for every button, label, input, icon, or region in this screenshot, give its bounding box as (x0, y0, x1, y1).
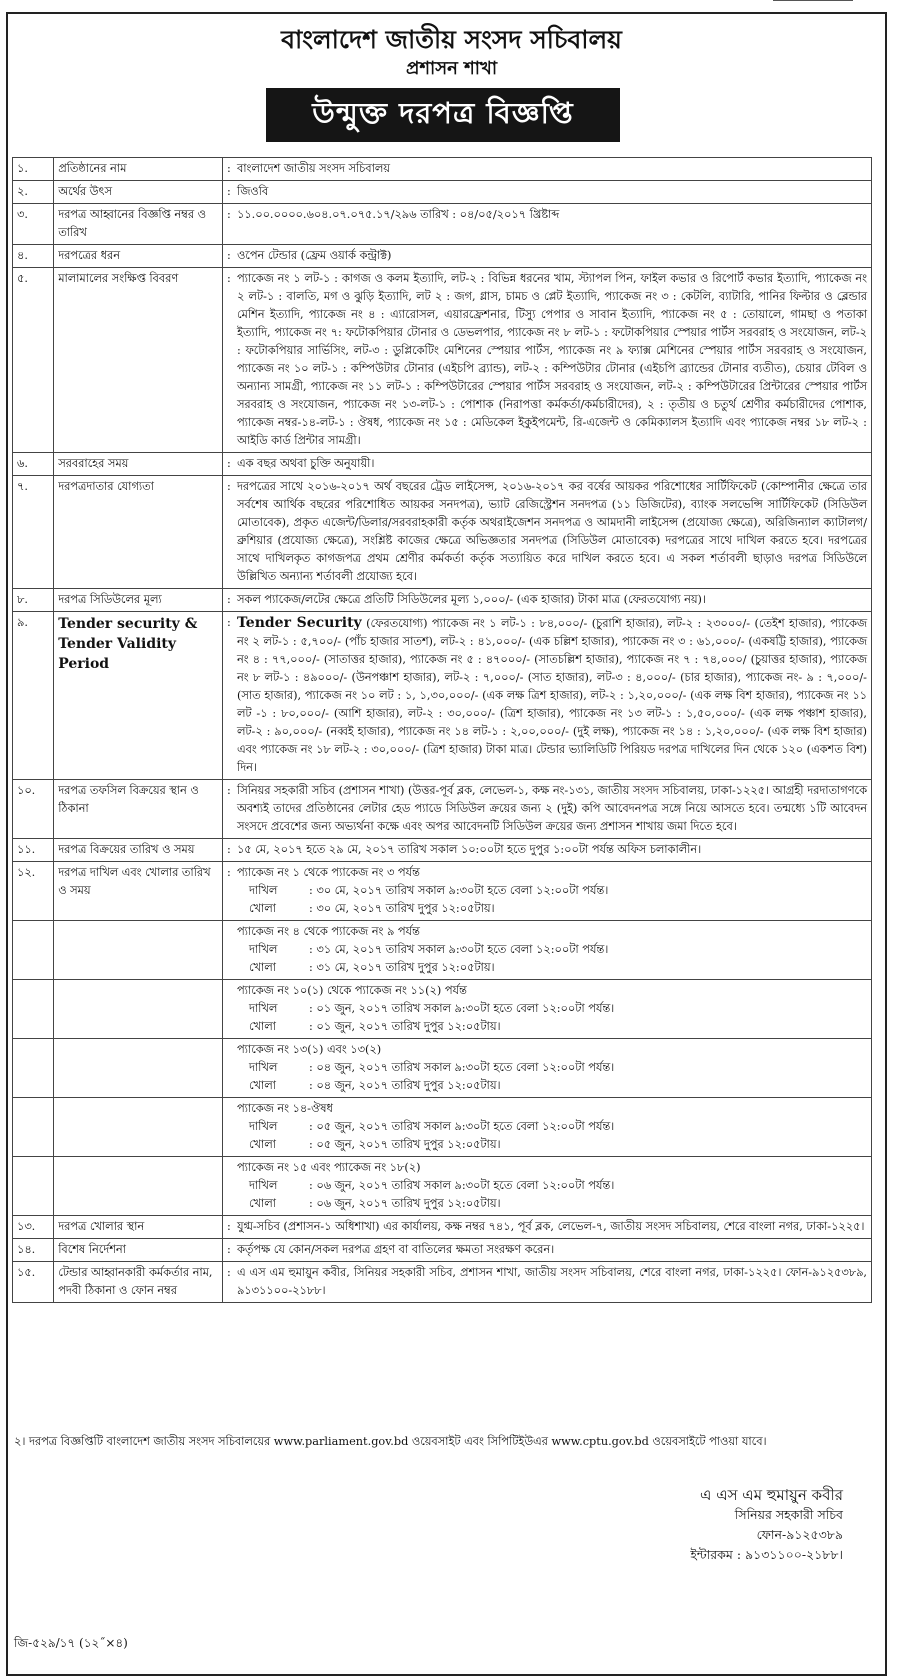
schedule-submit-line (249, 882, 867, 900)
row-number: ১১. (13, 839, 54, 862)
colon-separator: : (226, 162, 231, 175)
table-row (13, 1216, 872, 1239)
row-label (54, 1098, 223, 1157)
top-edge-mark (773, 0, 853, 5)
row-value (222, 476, 871, 589)
colon-separator: : (226, 593, 231, 606)
tender-security-text (237, 614, 867, 777)
row-number: ৫. (13, 268, 54, 453)
schedule-submit-line (249, 1118, 867, 1136)
schedule-group (222, 862, 871, 921)
row-value-text: সকল প্যাকেজ/লটের ক্ষেত্রে প্রতিটি সিডিউলের মূল্য ১,০০০/- (এক হাজার) টাকা মাত্র (ফেরতযোগ্য নয়)। (236, 593, 706, 606)
schedule-open-line (249, 900, 867, 918)
row-number: ৮. (13, 589, 54, 612)
colon-separator: : (226, 843, 231, 856)
row-value-text: যুগ্ম-সচিব (প্রশাসন-১ অধিশাখা) এর কার্যালয়, কক্ষ নম্বর ৭৪১, পূর্ব ব্লক, লেভেল-৭, জাতীয় সংসদ সচিবালয়, শেরে বাংলা নগর, ঢাকা-১২২৫। (236, 1220, 865, 1233)
schedule-open-line (249, 1195, 867, 1213)
row-number: ১৪. (13, 1239, 54, 1262)
table-row (13, 268, 872, 453)
submit-label: দাখিল (248, 1120, 278, 1133)
open-time: : ৩০ মে, ২০১৭ তারিখ দুপুর ১২:০৫টায়। (308, 902, 495, 915)
row-label (54, 921, 223, 980)
row-number (13, 1039, 54, 1098)
row-label: টেন্ডার আহ্বানকারী কর্মকর্তার নাম, পদবী ঠিকানা ও ফোন নম্বর (54, 1262, 223, 1303)
row-label: দরপত্র সিডিউলের মূল্য (54, 589, 223, 612)
row-label: Tender security & Tender Validity Period (54, 612, 223, 780)
schedule-group (222, 921, 871, 980)
colon-separator: : (226, 866, 231, 879)
submit-time: : ০৬ জুন, ২০১৭ তারিখ সকাল ৯:৩০টা হতে বেলা ১২:০০টা পর্যন্ত। (308, 1179, 615, 1192)
row-number: ১০. (13, 780, 54, 839)
row-value-text: ওপেন টেন্ডার (ফ্রেম ওয়ার্ক কন্ট্রাক্ট) (236, 249, 392, 262)
table-row (13, 476, 872, 589)
tender-security-lead: Tender Security (236, 615, 362, 631)
row-value (222, 780, 871, 839)
colon-separator: : (226, 457, 231, 470)
open-label: খোলা (248, 1079, 276, 1092)
row-value-text: এক বছর অথবা চুক্তি অনুযায়ী। (236, 457, 375, 470)
schedule-open-line (249, 1077, 867, 1095)
row-value (222, 204, 871, 245)
schedule-submit-line (249, 1177, 867, 1195)
schedule-group (222, 1039, 871, 1098)
row-value (222, 1239, 871, 1262)
table-row (13, 181, 872, 204)
open-time: : ০১ জুন, ২০১৭ তারিখ দুপুর ১২:০৫টায়। (308, 1020, 501, 1033)
submit-label: দাখিল (248, 1061, 278, 1074)
schedule-group-title: প্যাকেজ নং ১৩(১) এবং ১৩(২) (236, 1043, 382, 1056)
signature-block (690, 1485, 843, 1565)
row-label: দরপত্রের ধরন (54, 245, 223, 268)
table-row (13, 453, 872, 476)
row-number: ১৩. (13, 1216, 54, 1239)
submit-label: দাখিল (248, 884, 278, 897)
branch-title: প্রশাসন শাখা (405, 58, 498, 79)
open-time: : ০৬ জুন, ২০১৭ তারিখ দুপুর ১২:০৫টায়। (308, 1197, 501, 1210)
table-row (13, 204, 872, 245)
schedule-group-title: প্যাকেজ নং ১৪-ঔষধ (236, 1102, 333, 1115)
schedule-row (13, 1157, 872, 1216)
tender-security-value: (ফেরতযোগ্য) প্যাকেজ নং ১ লট-১ : ৮৪,০০০/- (চুরাশি হাজার), লট-২ : ২৩০০০/- (তেইশ হাজার), প্যাকেজ নং ২ লট-১ : ৫,৭০০/- (পাঁচ হাজার সাতশ), লট-২ : ৪১,০০০/- (এক চল্লিশ হাজার), প্যাকেজ নং ৩ : ৬১,০০০/- (একষট্টি হাজার), প্যাকেজ নং ৪ : ৭৭,০০০/- (সাতাত্তর হাজার), প্যাকেজ নং ৫ : ৪৭০০০/- (সাতচল্লিশ হাজার), প্যাকেজ নং ৭ : ৭৪,০০০/ (চুয়াত্তর হাজার), প্যাকেজ নং ৮ লট-১ : ৪৯০০০/- (উনপঞ্চাশ হাজার), লট-২ : ৭,০০০/- (সাত হাজার), লট-৩ : ৪,০০০/- (চার হাজার), প্যাকেজ নং- ৯ : ৭,০০০/- (সাত হাজার), প্যাকেজ নং ১০ লট : ১, ১,৩০,০০০/- (এক লক্ষ ত্রিশ হাজার), লট-২ : ১,২০,০০০/- (এক লক্ষ বিশ হাজার), প্যাকেজ নং ১১ লট -১ : ৮০,০০০/- (আশি হাজার), লট-২ : ৩০,০০০/- (ত্রিশ হাজার), প্যাকেজ নং ১৩ লট-১ : ১,৫০,০০০/- (এক লক্ষ পঞ্চাশ হাজার), লট-২ : ৯০,০০০/- (নব্বই হাজার), প্যাকেজ নং ১৪ লট-১ : ২,০০,০০০/- (দুই লক্ষ), প্যাকেজ নং ১৪ : ১,২০,০০০/- (এক লক্ষ বিশ হাজার) এবং প্যাকেজ নং ১৮ লট-২ : ৩০,০০০/- (ত্রিশ হাজার) টাকা মাত্র। টেন্ডার ভ্যালিডিটি পিরিয়ড দরপত্র দাখিলের দিন থেকে ১২০ (একশত বিশ) দিন। (236, 617, 867, 774)
reference-code: জি-৫২৯/১৭ (১২˝×৪) (14, 1636, 128, 1650)
schedule-group (222, 980, 871, 1039)
schedule-submit-line (249, 1000, 867, 1018)
schedule-row (13, 921, 872, 980)
schedule-row (13, 862, 872, 921)
schedule-group-title: প্যাকেজ নং ১৫ এবং প্যাকেজ নং ১৮(২) (236, 1161, 421, 1174)
row-value (222, 1262, 871, 1303)
row-label (54, 1157, 223, 1216)
row-value (222, 158, 871, 181)
row-label: দরপত্র দাখিল এবং খোলার তারিখ ও সময় (54, 862, 223, 921)
table-row-tender-security (13, 612, 872, 780)
row-value (222, 453, 871, 476)
colon-separator: : (226, 480, 231, 493)
row-label: প্রতিষ্ঠানের নাম (54, 158, 223, 181)
row-value-text: জিওবি (236, 185, 269, 198)
schedule-group (222, 1098, 871, 1157)
schedule-open-line (249, 1136, 867, 1154)
row-value-text: বাংলাদেশ জাতীয় সংসদ সচিবালয় (236, 162, 390, 175)
colon-separator: : (226, 249, 231, 262)
colon-separator: : (226, 272, 231, 285)
row-number: ৪. (13, 245, 54, 268)
row-value (222, 268, 871, 453)
organization-title: বাংলাদেশ জাতীয় সংসদ সচিবালয় (281, 25, 622, 54)
schedule-row (13, 980, 872, 1039)
schedule-group (222, 1157, 871, 1216)
row-label: দরপত্রদাতার যোগ্যতা (54, 476, 223, 589)
open-label: খোলা (248, 1197, 276, 1210)
submit-time: : ০১ জুন, ২০১৭ তারিখ সকাল ৯:৩০টা হতে বেলা ১২:০০টা পর্যন্ত। (308, 1002, 615, 1015)
row-label (54, 980, 223, 1039)
table-row (13, 780, 872, 839)
signatory-name: এ এস এম হুমায়ুন কবীর (700, 1486, 843, 1504)
colon-separator: : (226, 208, 231, 221)
row-label: দরপত্র খোলার স্থান (54, 1216, 223, 1239)
row-number: ৭. (13, 476, 54, 589)
schedule-group-title: প্যাকেজ নং ১ থেকে প্যাকেজ নং ৩ পর্যন্ত (236, 866, 420, 879)
submit-time: : ০৫ জুন, ২০১৭ তারিখ সকাল ৯:৩০টা হতে বেলা ১২:০০টা পর্যন্ত। (308, 1120, 615, 1133)
row-value (222, 589, 871, 612)
schedule-group-title: প্যাকেজ নং ১০(১) থেকে প্যাকেজ নং ১১(২) পর্যন্ত (236, 984, 467, 997)
submit-time: : ৩০ মে, ২০১৭ তারিখ সকাল ৯:৩০টা হতে বেলা ১২:০০টা পর্যন্ত। (308, 884, 609, 897)
row-number (13, 1098, 54, 1157)
row-number: ১৫. (13, 1262, 54, 1303)
colon-separator: : (226, 1220, 231, 1233)
table-row (13, 589, 872, 612)
open-time: : ০৫ জুন, ২০১৭ তারিখ দুপুর ১২:০৫টায়। (308, 1138, 501, 1151)
colon-separator: : (226, 1266, 231, 1279)
row-label: সরবরাহের সময় (54, 453, 223, 476)
row-label: দরপত্র তফসিল বিক্রয়ের স্থান ও ঠিকানা (54, 780, 223, 839)
row-number: ৬. (13, 453, 54, 476)
row-number: ১. (13, 158, 54, 181)
open-time: : ৩১ মে, ২০১৭ তারিখ দুপুর ১২:০৫টায়। (308, 961, 495, 974)
row-number (13, 1157, 54, 1216)
signatory-phone: ফোন-৯১২৫৩৮৯ (756, 1527, 843, 1542)
open-label: খোলা (248, 1020, 276, 1033)
row-value-text: প্যাকেজ নং ১ লট-১ : কাগজ ও কলম ইত্যাদি, লট-২ : বিভিন্ন ধরনের খাম, স্ট্যাপল পিন, ফাইল কভার ও রিপোর্ট কভার ইত্যাদি, প্যাকেজ নং ২ লট-১ : বালতি, মগ ও ঝুড়ি ইত্যাদি, লট ২ : জগ, গ্লাস, চামচ ও প্লেট ইত্যাদি, প্যাকেজ নং ৩ : কেটলি, ব্যাটারি, পানির ফিল্টার ও ব্লেন্ডার মেশিন ইত্যাদি, প্যাকেজ নং ৪ : এ্যারোসল, এয়ারফ্রেশনার, টিস্যু পেপার ও সাবান ইত্যাদি, প্যাকেজ নং ৫ : তোয়ালে, গামছা ও পতাকা ইত্যাদি, প্যাকেজ নং ৭: ফটোকপিয়ার টোনার ও ডেভলপার, প্যাকেজ নং ৮ লট-১ : ফটোকপিয়ার স্পেয়ার পার্টস সরবরাহ ও সংযোজন, লট-২ : ফটোকপিয়ার সার্ভিসিং, লট-৩ : ডুপ্লিকেটিং মেশিনের স্পেয়ার পার্টস, প্যাকেজ নং ৯ ফ্যাক্স মেশিনের স্পেয়ার পার্টস সরবরাহ ও সংযোজন, প্যাকেজ নং ১০ লট-১ : কম্পিউটার টোনার (এইচপি ব্র্যান্ড), লট-২ : কম্পিউটার টোনার (এইচপি ব্র্যান্ডের টোনার ব্যতীত), চেয়ার টেবিল ও অন্যান্য সামগ্রী, প্যাকেজ নং ১১ লট-১ : কম্পিউটারের স্পেয়ার পার্টস সরবরাহ ও সংযোজন, লট-২ : কম্পিউটারের প্রিন্টারের স্পেয়ার পার্টস সরবরাহ ও সংযোজন, প্যাকেজ নং ১৩-লট-১ : পোশাক (নিরাপত্তা কর্মকর্তা/কর্মচারীদের), ২ : তৃতীয় ও চতুর্থ শ্রেণীর কর্মচারীদের পোশাক, প্যাকেজ নম্বর-১৪-লট-১ : ঔষধ, প্যাকেজ নং ১৫ : মেডিকেল ইকুইপমেন্ট, রি-এজেন্ট ও কেমিক্যালস ইত্যাদি এবং প্যাকেজ নম্বর ১৮ লট-২ : আইডি কার্ড প্রিন্টার সামগ্রী। (236, 272, 867, 447)
row-number (13, 921, 54, 980)
row-value-text: ১১.০০.০০০০.৬০৪.০৭.০৭৫.১৭/২৯৬ তারিখ : ০৪/০৫/২০১৭ খ্রিষ্টাব্দ (236, 208, 560, 221)
row-value (222, 612, 871, 780)
signatory-title: সিনিয়র সহকারী সচিব (734, 1507, 843, 1522)
schedule-group-title: প্যাকেজ নং ৪ থেকে প্যাকেজ নং ৯ পর্যন্ত (236, 925, 420, 938)
submit-time: : ৩১ মে, ২০১৭ তারিখ সকাল ৯:৩০টা হতে বেলা ১২:০০টা পর্যন্ত। (308, 943, 609, 956)
notice-banner: উন্মুক্ত দরপত্র বিজ্ঞপ্তি (266, 88, 620, 142)
signatory-intercom: ইন্টারকম : ৯১৩১১০০-২১৮৮। (690, 1547, 843, 1562)
row-value (222, 181, 871, 204)
submit-label: দাখিল (248, 943, 278, 956)
row-number: ৩. (13, 204, 54, 245)
colon-separator: : (226, 1243, 231, 1256)
schedule-row (13, 1098, 872, 1157)
row-label (54, 1039, 223, 1098)
row-value-text: ১৫ মে, ২০১৭ হতে ২৯ মে, ২০১৭ তারিখ সকাল ১০:০০টা হতে দুপুর ১:০০টা পর্যন্ত অফিস চলাকালীন। (236, 843, 702, 856)
row-label: অর্থের উৎস (54, 181, 223, 204)
schedule-row (13, 1039, 872, 1098)
row-value (222, 839, 871, 862)
colon-separator: : (226, 616, 231, 629)
row-number (13, 980, 54, 1039)
schedule-open-line (249, 1018, 867, 1036)
row-value-text: দরপত্রের সাথে ২০১৬-২০১৭ অর্থ বছরের ট্রেড লাইসেন্স, ২০১৬-২০১৭ কর বর্ষের আয়কর পরিশোধের সার্টিফিকেট (কোম্পানীর ক্ষেত্রে তার সর্বশেষ আর্থিক বছরের পরিশোধিত আয়কর সনদপত্র), ভ্যাট রেজিস্ট্রেশন সনদপত্র (১১ ডিজিটের), ব্যাংক সলভেন্সি সার্টিফিকেট (সিডিউল মোতাবেক), প্রকৃত এজেন্ট/ডিলার/সরবরাহকারী কর্তৃক অথরাইজেশন সনদপত্র ও আমদানী লাইসেন্স (প্রযোজ্য ক্ষেত্রে), অরিজিন্যাল ক্যাটালগ/ব্রুশিয়ার (প্রযোজ্য ক্ষেত্রে), সংশ্লিষ্ট কাজের ক্ষেত্রে অভিজ্ঞতার সনদপত্র (সিডিউল মোতাবেক) দরপত্রের সাথে দাখিল করতে হবে। দরপত্রের সাথে দাখিলকৃত কাগজপত্র প্রথম শ্রেণীর কর্মকর্তা কর্তৃক সত্যায়িত করে দাখিল করতে হবে। এ সকল শর্তাবলী ছাড়াও দরপত্র সিডিউলে উল্লিখিত অন্যান্য শর্তাবলী প্রযোজ্য হবে। (236, 480, 867, 583)
table-row (13, 158, 872, 181)
schedule-open-line (249, 959, 867, 977)
submit-label: দাখিল (248, 1002, 278, 1015)
open-time: : ০৪ জুন, ২০১৭ তারিখ দুপুর ১২:০৫টায়। (308, 1079, 501, 1092)
row-number: ৯. (13, 612, 54, 780)
table-row (13, 1239, 872, 1262)
submit-time: : ০৪ জুন, ২০১৭ তারিখ সকাল ৯:৩০টা হতে বেলা ১২:০০টা পর্যন্ত। (308, 1061, 615, 1074)
row-value-text: কর্তৃপক্ষ যে কোন/সকল দরপত্র গ্রহণ বা বাতিলের ক্ষমতা সংরক্ষণ করেন। (236, 1243, 555, 1256)
row-value-text: সিনিয়র সহকারী সচিব (প্রশাসন শাখা) (উত্তর-পূর্ব ব্লক, লেভেল-১, কক্ষ নং-১৩১, জাতীয় সংসদ সচিবালয়, ঢাকা-১২২৫। আগ্রহী দরদাতাগণকে অবশ্যই তাদের প্রতিষ্ঠানের লেটার হেড প্যাডে সিডিউল ক্রয়ের জন্য ২ (দুই) কপি আবেদনপত্র সঙ্গে নিয়ে আসতে হবে। তন্মধ্যে ১টি আবেদন সংসদে প্রবেশের জন্য অভ্যর্থনা কক্ষে এবং অপর আবেদনটি সিডিউল ক্রয়ের জন্য প্রশাসন শাখায় জমা দিতে হবে। (236, 784, 867, 833)
tender-details-table (12, 157, 872, 1303)
row-value (222, 245, 871, 268)
open-label: খোলা (248, 1138, 276, 1151)
open-label: খোলা (248, 902, 276, 915)
table-row (13, 245, 872, 268)
row-label: দরপত্র আহ্বানের বিজ্ঞপ্তি নম্বর ও তারিখ (54, 204, 223, 245)
row-number: ১২. (13, 862, 54, 921)
schedule-submit-line (249, 941, 867, 959)
table-row (13, 839, 872, 862)
row-label: মালামালের সংক্ষিপ্ত বিবরণ (54, 268, 223, 453)
row-value (222, 1216, 871, 1239)
colon-separator: : (226, 185, 231, 198)
submit-label: দাখিল (248, 1179, 278, 1192)
open-label: খোলা (248, 961, 276, 974)
table-row (13, 1262, 872, 1303)
row-label: বিশেষ নির্দেশনা (54, 1239, 223, 1262)
row-value-text: এ এস এম হুমায়ুন কবীর, সিনিয়র সহকারী সচিব, প্রশাসন শাখা, জাতীয় সংসদ সচিবালয়, শেরে বাংলা নগর, ঢাকা-১২২৫। ফোন-৯১২৫৩৮৯, ৯১৩১১০০-২১৮৮। (236, 1266, 867, 1297)
colon-separator: : (226, 784, 231, 797)
row-number: ২. (13, 181, 54, 204)
website-note: ২। দরপত্র বিজ্ঞপ্তিটি বাংলাদেশ জাতীয় সংসদ সচিবালয়ের www.parliament.gov.bd ওয়েবসাইট এবং সিপিটিইউএর www.cptu.gov.bd ওয়েবসাইটে পাওয়া যাবে। (14, 1435, 767, 1448)
schedule-submit-line (249, 1059, 867, 1077)
row-label: দরপত্র বিক্রয়ের তারিখ ও সময় (54, 839, 223, 862)
